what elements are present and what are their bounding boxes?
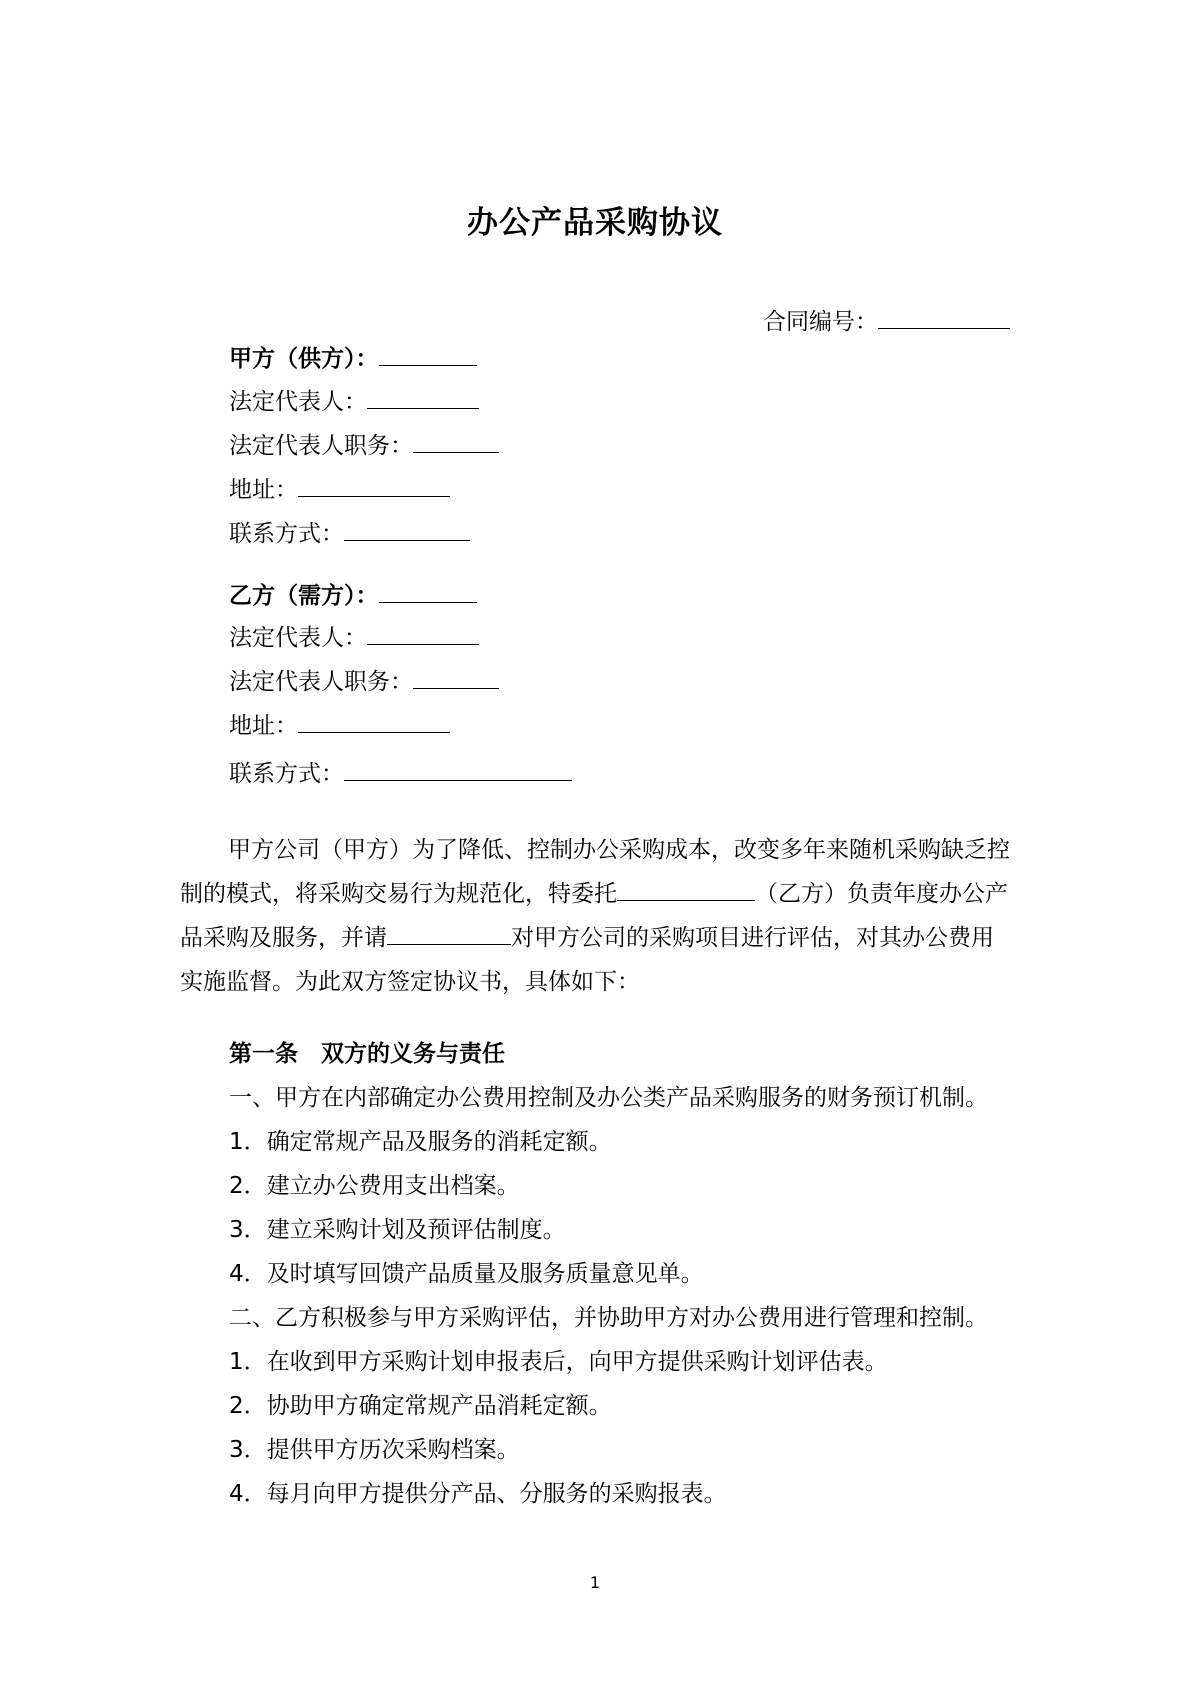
party-a-name-blank	[379, 343, 477, 366]
intro-text-part-3: 对甲方公司的采购项目进行评估，对其办公费用实施监督。为此双方签定协议书，具体如下：	[180, 925, 994, 995]
party-b-address	[229, 710, 450, 741]
evaluator-blank	[387, 922, 511, 945]
article-1-item: 2．建立办公费用支出档案。	[229, 1173, 520, 1199]
party-b-address-blank	[298, 710, 450, 733]
article-1-item: 2．协助甲方确定常规产品消耗定额。	[229, 1393, 612, 1419]
party-b-rep	[229, 622, 479, 653]
party-a-rep	[229, 386, 479, 417]
party-a-address	[229, 474, 450, 505]
article-1-item: 3．建立采购计划及预评估制度。	[229, 1217, 566, 1243]
party-a-rep-title	[229, 430, 499, 461]
party-b-name-blank	[379, 580, 477, 603]
party-b-contact-blank	[344, 758, 572, 781]
article-1-item: 1．在收到甲方采购计划申报表后，向甲方提供采购计划评估表。	[229, 1349, 888, 1375]
entrusted-party-blank	[617, 878, 755, 901]
party-b-heading	[229, 580, 477, 611]
article-1-item: 1．确定常规产品及服务的消耗定额。	[229, 1129, 612, 1155]
party-a-contact-blank	[344, 518, 470, 541]
party-b-contact-label: 联系方式：	[229, 761, 344, 787]
party-a-rep-blank	[367, 386, 479, 409]
party-a-heading-label: 甲方（供方）：	[229, 346, 379, 372]
article-1-item: 二、乙方积极参与甲方采购评估，并协助甲方对办公费用进行管理和控制。	[229, 1305, 988, 1331]
party-b-rep-title	[229, 666, 499, 697]
party-b-address-label: 地址：	[229, 713, 298, 739]
party-a-address-blank	[298, 474, 450, 497]
party-a-contact-label: 联系方式：	[229, 521, 344, 547]
party-b-heading-label: 乙方（需方）：	[229, 583, 379, 609]
intro-text-part-1: 甲方公司（甲方）为了降低、控制办公采购成本，改变多年来随机采购缺乏控制的模式，将采购交易行为规范化，特委托	[180, 837, 1010, 907]
party-a-rep-title-label: 法定代表人职务：	[229, 433, 413, 459]
party-b-rep-title-label: 法定代表人职务：	[229, 669, 413, 695]
party-a-rep-label: 法定代表人：	[229, 389, 367, 415]
article-1-item: 一、甲方在内部确定办公费用控制及办公类产品采购服务的财务预订机制。	[229, 1085, 988, 1111]
intro-paragraph	[180, 828, 1010, 1004]
party-b-rep-title-blank	[413, 666, 499, 689]
party-b-rep-label: 法定代表人：	[229, 625, 367, 651]
article-1-item: 4．及时填写回馈产品质量及服务质量意见单。	[229, 1261, 704, 1287]
page-number: 1	[589, 1573, 601, 1592]
party-a-address-label: 地址：	[229, 477, 298, 503]
contract-number-blank	[878, 306, 1010, 329]
contract-number-label: 合同编号：	[763, 309, 878, 335]
party-b-rep-blank	[367, 622, 479, 645]
article-1-title: 第一条 双方的义务与责任	[229, 1041, 505, 1067]
document-title: 办公产品采购协议	[467, 205, 723, 241]
contract-number-field	[763, 303, 1010, 336]
party-a-heading	[229, 343, 477, 374]
party-a-contact	[229, 518, 470, 549]
article-1-item: 3．提供甲方历次采购档案。	[229, 1437, 520, 1463]
article-1-item: 4．每月向甲方提供分产品、分服务的采购报表。	[229, 1481, 727, 1507]
party-a-rep-title-blank	[413, 430, 499, 453]
intro-text-part-2: （乙方）负责年度办公产品采购及服务，并请	[180, 881, 1008, 951]
party-b-contact	[229, 758, 572, 789]
